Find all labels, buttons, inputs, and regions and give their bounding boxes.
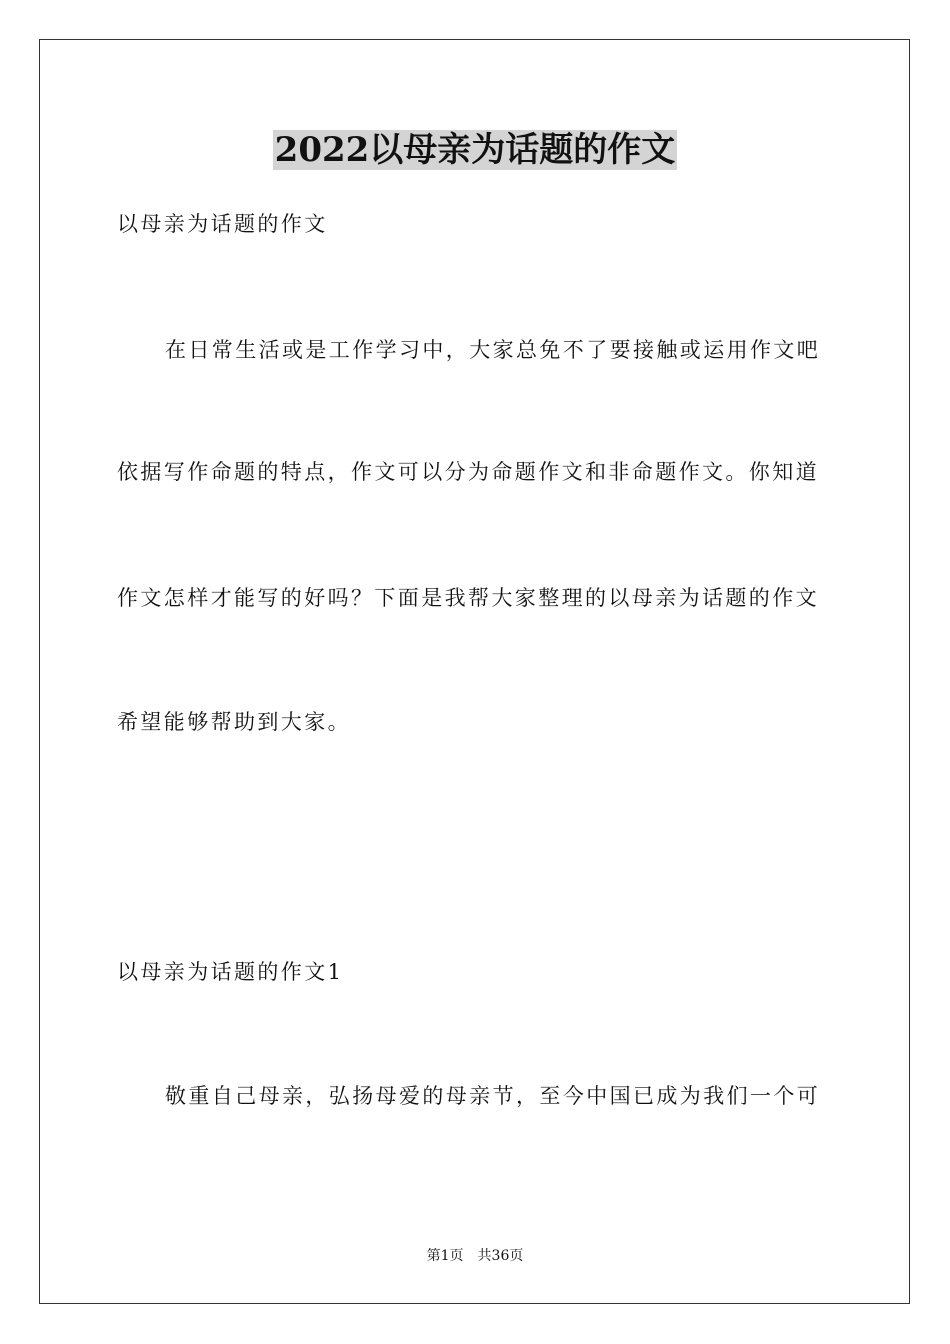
page-number: 第1页	[426, 1248, 464, 1264]
document-subtitle: 以母亲为话题的作文	[117, 212, 328, 236]
paragraph-line: 作文怎样才能写的好吗？下面是我帮大家整理的以母亲为话题的作文	[117, 586, 819, 610]
section-heading: 以母亲为话题的作文1	[117, 960, 344, 984]
document-title-text: 2022以母亲为话题的作文	[274, 130, 676, 170]
paragraph-line: 在日常生活或是工作学习中，大家总免不了要接触或运用作文吧	[165, 338, 821, 362]
page-footer	[0, 1247, 950, 1265]
paragraph-line: 依据写作命题的特点，作文可以分为命题作文和非命题作文。你知道	[117, 460, 819, 484]
document-title	[0, 128, 950, 172]
paragraph-line: 敬重自己母亲，弘扬母爱的母亲节，至今中国已成为我们一个可	[165, 1084, 821, 1108]
paragraph-line: 希望能够帮助到大家。	[117, 710, 351, 734]
page-total: 共36页	[477, 1248, 524, 1264]
